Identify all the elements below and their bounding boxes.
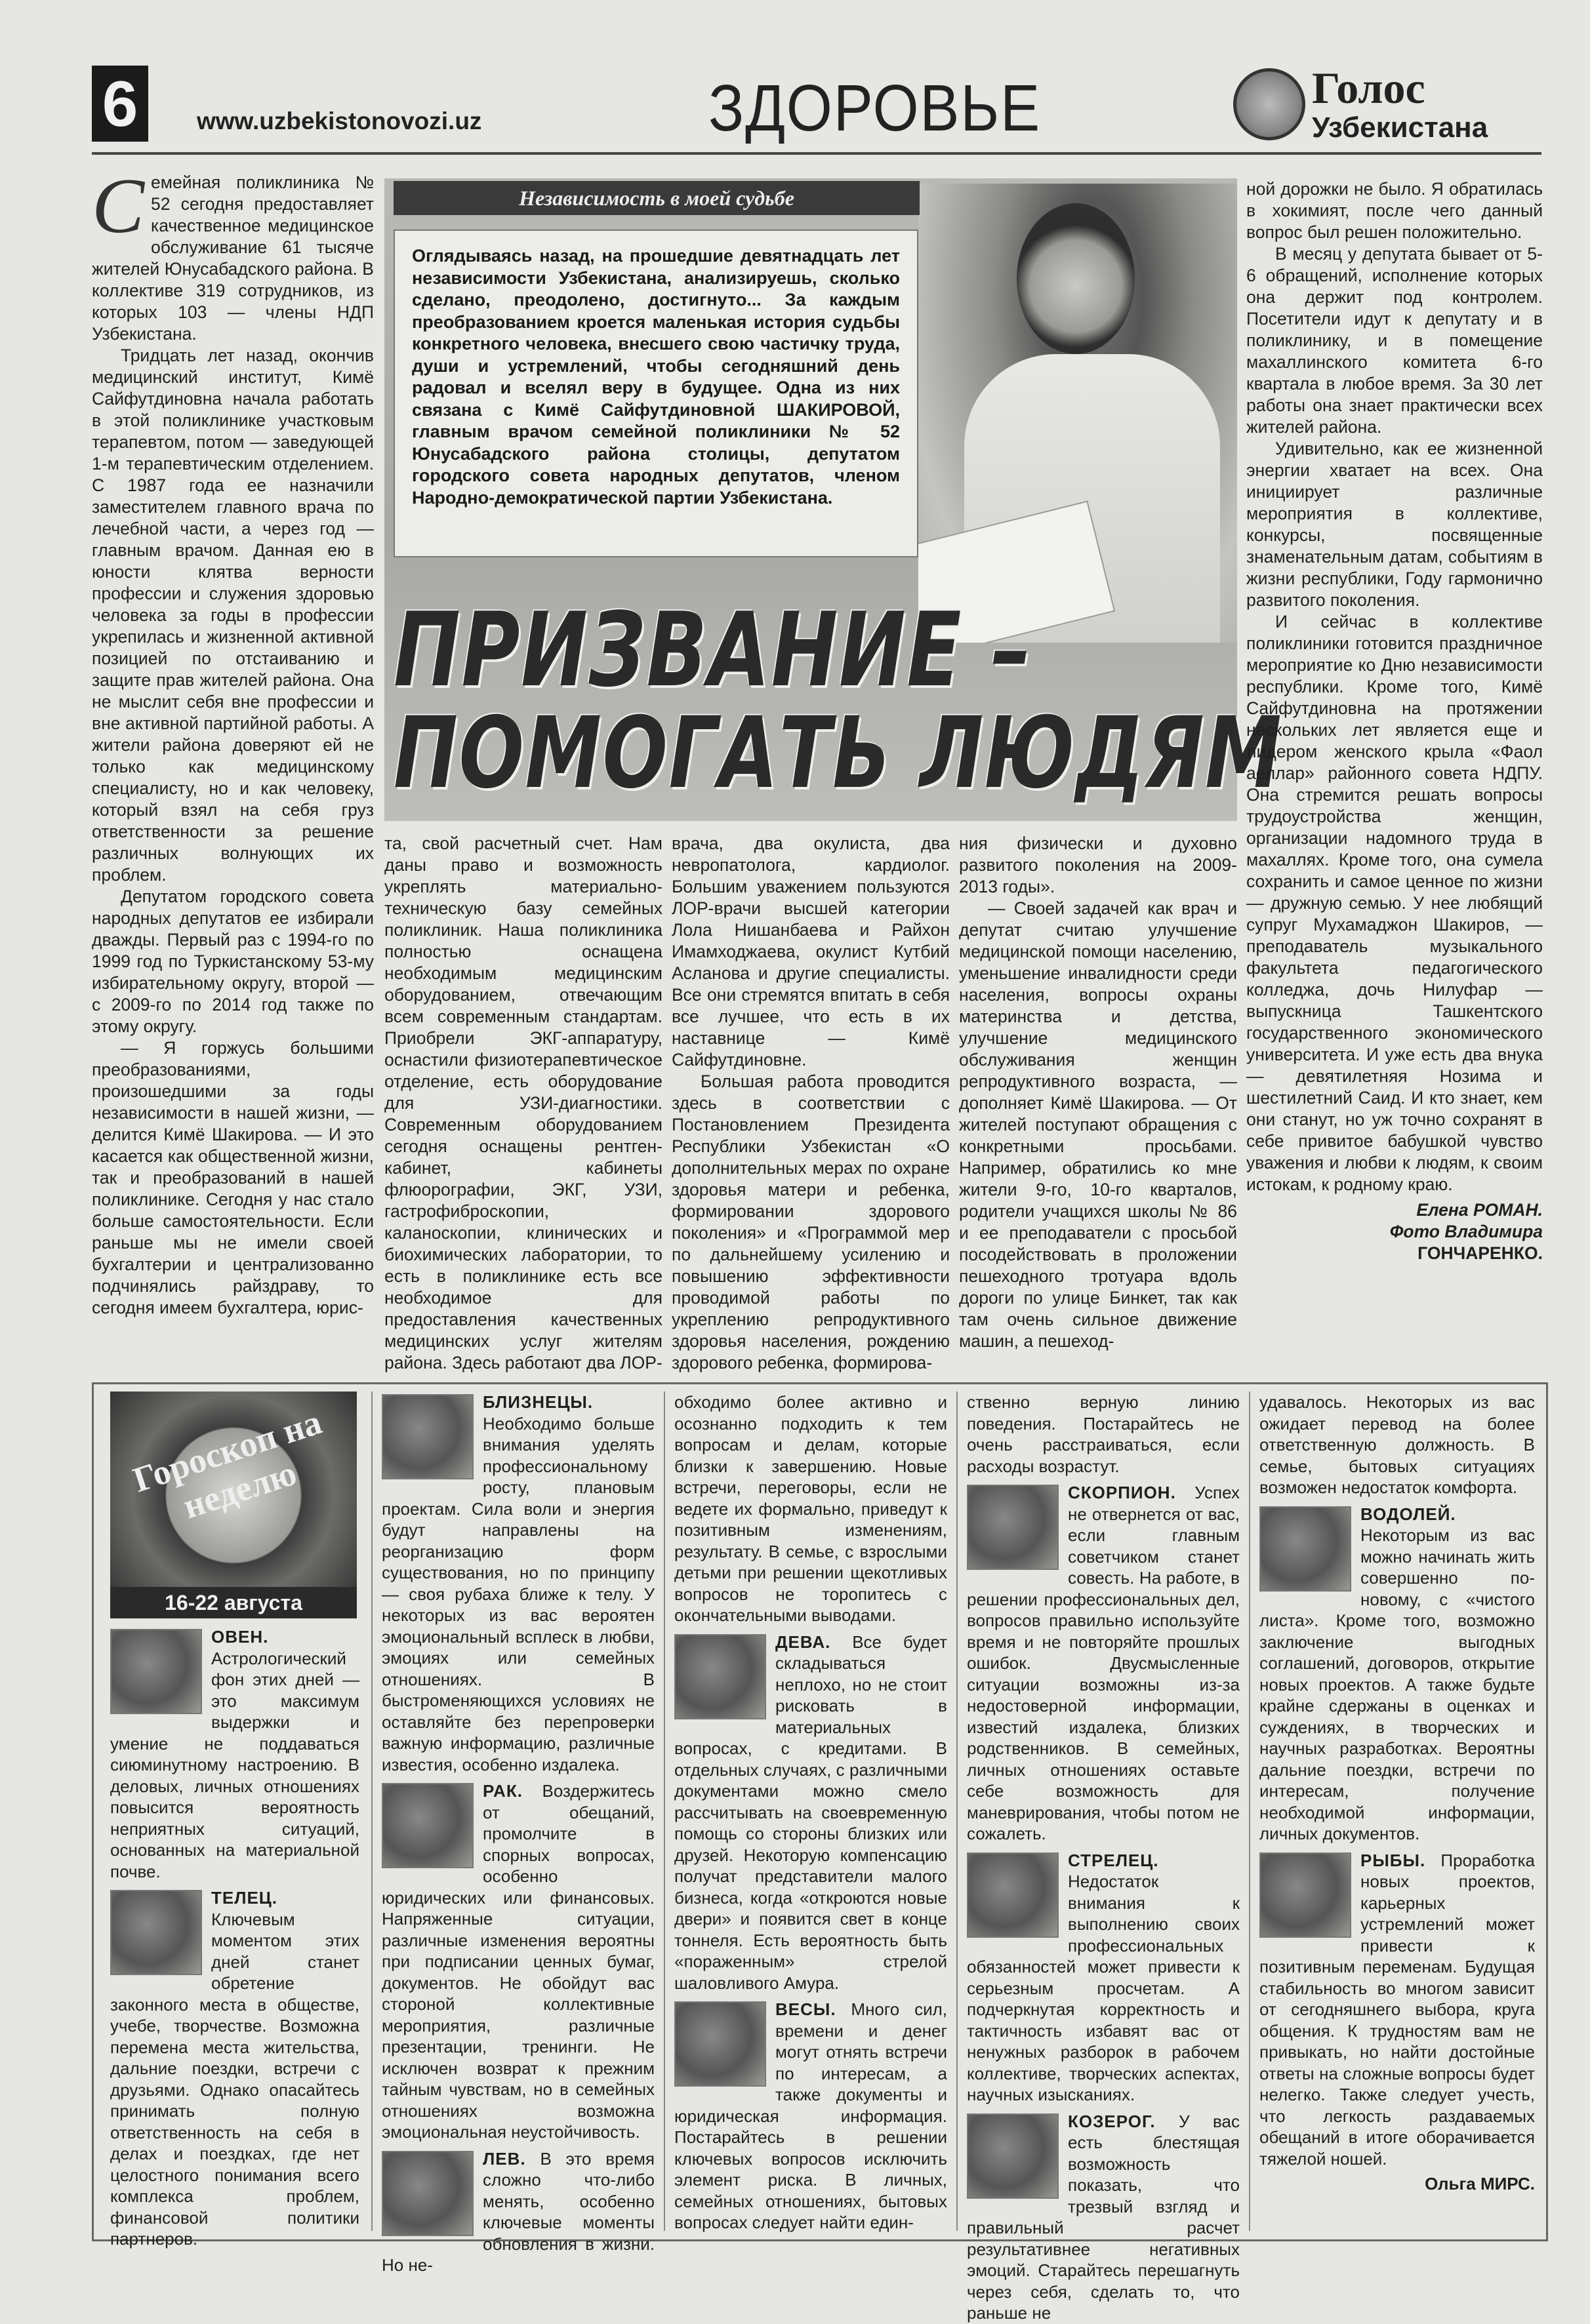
article-paragraph: ной дорожки не было. Я обратилась в хокимият, после чего данный вопрос был решен положительно. bbox=[1246, 179, 1543, 242]
sign-text: Проработка новых проектов, карьерных устремлений может привести к позитивным переменам. Будущая стабильность во многом зависит от сегодняшнего выбора, круга общения. К трудностям вам не привыкать, но найти достойные ответы на сложные вопросы будет нелегко. Также следует учесть, что легкость раздаваемых обещаний в итоге оборачивается тяжелой ношей. bbox=[1259, 1850, 1535, 2169]
sign-name: ТЕЛЕЦ. bbox=[211, 1888, 278, 1908]
sign-name: СКОРПИОН. bbox=[1068, 1483, 1176, 1502]
horoscope-author: Ольга МИРС. bbox=[1425, 2174, 1535, 2194]
article-paragraph: — Я горжусь большими преобразованиями, произошедшими за годы независимости в нашей жизни, — делится Кимё Шакирова. — И это касается как общественной жизни, так и преобразований в нашей поликлинике. Сегодня у нас стало больше самостоятельности. Если раньше мы не имели своей бухгалтерии и централизованно подчинялись райздраву, то сегодня имеем бухгалтера, юрис- bbox=[92, 1038, 374, 1317]
sign-text: Все будет складываться неплохо, но не стоит рисковать в материальных вопросах, с кредитами. В отдельных случаях, с различными документами можно смело рассчитывать на своевременную помощь со стороны близких или друзей. Некоторую компенсацию получат представители малого бизнеса, когда «откроются новые двери» и появится свет в конце тоннеля. Есть вероятность быть «пораженным» стрелой шаловливого Амура. bbox=[674, 1632, 947, 1993]
article-paragraph: ния физически и духовно развитого поколения на 2009-2013 годы». bbox=[959, 833, 1237, 896]
sign-name: ВЕСЫ. bbox=[775, 1999, 836, 2019]
byline-photo: Фото Владимира bbox=[1389, 1222, 1543, 1241]
article-column-5 bbox=[1246, 178, 1543, 1264]
article-column-4 bbox=[959, 833, 1237, 1352]
leo-icon bbox=[382, 2151, 474, 2236]
horoscope-column-4 bbox=[967, 1392, 1240, 2324]
sign-name: ОВЕН. bbox=[211, 1627, 269, 1647]
horoscope-column-5 bbox=[1259, 1392, 1535, 2195]
horoscope-entry bbox=[1259, 1504, 1535, 1845]
horoscope-column-1 bbox=[110, 1626, 359, 2250]
sign-text: ственно верную линию поведения. Постарайтесь не очень расстраиваться, если расходы возрастут. bbox=[967, 1392, 1240, 1476]
article-paragraph: та, свой расчетный счет. Нам даны право и возможность укреплять материально-техническую базу семейных поликлиник. Наша поликлиника полностью оснащена необходимым медицинским оборудованием, отвечающим всем современным стандартам. Приобрели ЭКГ-аппаратуру, оснастили физиотерапевтическое отделение, есть оборудование для УЗИ-диагностики. Современным оборудованием сегодня оснащены рентген-кабинет, кабинеты флюорографии, ЭКГ, УЗИ, гастрофиброскопии, каланоскопии, клинических и биохимических лаборатории, то есть в поликлинике есть все необходимое для предоставления качественных медицинских услуг жителям района. Здесь работают два ЛОР- bbox=[384, 833, 662, 1372]
portrait-photo bbox=[918, 184, 1237, 643]
article-paragraph: Тридцать лет назад, окончив медицинский институт, Кимё Сайфутдиновна начала работать в этой поликлинике участковым терапевтом, потом — заведующей 1-м терапевтическим отделением. С 1987 года ее назначили заместителем главного врача по лечебной части, а через год — главным врачом. Данная ею в юности клятва верности профессии и служения здоровью человека за годы в профессии укрепилась и жизненной активной позицией по отстаиванию и защите прав жителей района. Она не мыслит себя вне профессии и вне активной партийной работы. А жители района доверяют ей не только как медицинскому специалисту, но и как человеку, который взял на себя груз ответственности за решение различных волнующих их проблем. bbox=[92, 346, 374, 885]
horoscope-entry bbox=[674, 1632, 947, 1994]
sign-text: В это время сложно что-либо менять, особенно ключевые моменты обновления в жизни. Но не- bbox=[382, 2148, 655, 2275]
article-paragraph: емейная поликлиника № 52 сегодня предоставляет качественное медицинское обслуживание 61 тысяче жителей Юнусабадского района. В коллективе 319 сотрудников, из которых 103 — члены НДП Узбекистана. bbox=[92, 172, 374, 344]
newspaper-emblem-icon bbox=[1233, 68, 1305, 140]
gemini-icon bbox=[382, 1394, 474, 1479]
newspaper-logo-line1: Голос bbox=[1312, 63, 1425, 113]
virgo-icon bbox=[674, 1634, 766, 1719]
horoscope-entry bbox=[674, 1392, 947, 1626]
horoscope-entry bbox=[967, 1392, 1240, 1477]
sign-name: ВОДОЛЕЙ. bbox=[1360, 1504, 1456, 1524]
sign-name: БЛИЗНЕЦЫ. bbox=[483, 1392, 594, 1412]
sign-name: КОЗЕРОГ. bbox=[1068, 2111, 1156, 2131]
horoscope-title: Гороскоп на неделю bbox=[128, 1401, 327, 1527]
aquarius-icon bbox=[1259, 1506, 1351, 1592]
sign-text: Ключевым моментом этих дней станет обретение законного места в обществе, учебе, творчестве. Возможна перемена места жительства, дальние поездки, встречи с друзьями. Однако опасайтесь принимать полную ответственность на себя в делах и поездках, где нет целостного понимания всего комплекса проблем, финансовой политики партнеров. bbox=[110, 1909, 359, 2249]
sign-text: Необходимо больше внимания уделять профессиональному росту, плановым проектам. Сила воли и энергия будут направлены на реорганизацию форм существования, но по принципу — своя рубаха ближе к телу. У некоторых из вас вероятен эмоциональный всплеск в любви, эмоциях или семейных отношениях. В быстроменяющихся условиях не оставляйте без перепроверки важную информацию, различные известия, особенно издалека. bbox=[382, 1413, 655, 1774]
headline-line-1: ПРИЗВАНИЕ – bbox=[394, 590, 1032, 710]
column-divider bbox=[956, 1392, 958, 2231]
horoscope-column-3 bbox=[674, 1392, 947, 2234]
article-column-2 bbox=[384, 833, 662, 1374]
horoscope-entry bbox=[967, 1482, 1240, 1845]
taurus-icon bbox=[110, 1890, 202, 1975]
article-paragraph: — Своей задачей как врач и депутат считаю улучшение медицинской помощи населению, уменьшение инвалидности среди населения, вопросы охраны материнства и детства, улучшение медицинского обслуживания женщин репродуктивного возраста, — дополняет Кимё Шакирова. — От жителей поступают обращения с конкретными просьбами. Например, обратились ко мне жители 9-го, 10-го кварталов, родители учащихся школы № 86 и ее преподаватели с просьбой посодействовать в проложении пешеходного тротуара вдоль дороги по улице Бинкет, так как там очень сильное движение машин, а пешеход- bbox=[959, 898, 1237, 1351]
article-kicker: Независимость в моей судьбе bbox=[394, 181, 920, 215]
horoscope-column-2 bbox=[382, 1392, 655, 2276]
article-column-1 bbox=[92, 162, 374, 1319]
article-paragraph: В месяц у депутата бывает от 5-6 обращений, исполнение которых она держит под контролем. Посетители идут к депутату и в поликлинику, и в помещение махаллинского комитета 6-го квартала в любое время. За 30 лет работы она знает практически всех жителей района. bbox=[1246, 244, 1543, 437]
horoscope-entry bbox=[674, 1999, 947, 2234]
horoscope-entry bbox=[382, 1780, 655, 2143]
sign-text: Некоторым из вас можно начинать жить совершенно по-новому, с «чистого листа». Кроме того, возможно заключение выгодных соглашений, договоров, открытие новых проектов. А также будьте крайне сдержаны в оценках и суждениях, в творческих и научных разработках. Вероятны дальние поездки, встречи по интересам, получение необходимой информации, личных документов. bbox=[1259, 1525, 1535, 1843]
newspaper-logo-line2: Узбекистана bbox=[1312, 111, 1488, 144]
sign-text: Успех не отвернется от вас, если главным советчиком станет совесть. На работе, в решении профессиональных дел, вопросов правильно используйте время и не повторяйте прошлых ошибок. Двусмысленные ситуации возможны из-за недостоверной информации, известий издалека, близких родственников. В семейных, личных отношениях оставьте себе возможность для маневрирования, чтобы потом не сожалеть. bbox=[967, 1483, 1240, 1843]
sign-name: РЫБЫ. bbox=[1360, 1850, 1426, 1870]
sign-text: удавалось. Некоторых из вас ожидает перевод на более ответственную должность. В семье, бытовых ситуациях возможен недостаток комфорта. bbox=[1259, 1392, 1535, 1497]
pisces-icon bbox=[1259, 1853, 1351, 1938]
horoscope-entry bbox=[110, 1626, 359, 1882]
byline-author: Елена РОМАН. bbox=[1416, 1200, 1543, 1220]
article-intro: Оглядываясь назад, на прошедшие девятнадцать лет независимости Узбекистана, анализируешь, сколько сделано, преодолено, достигнуто... За каждым преобразованием кроется маленькая история судьбы конкретного человека, внесшего свою частичку труда, души и устремлений, чтобы сегодняшний день радовал и вселял веру в будущее. Одна из них связана с Кимё Сайфутдиновной ШАКИРОВОЙ, главным врачом семейной поликлиники № 52 Юнусабадского района столицы, депутатом городского совета народных депутатов, членом Народно-демократической партии Узбекистана. bbox=[394, 230, 918, 557]
scorpio-icon bbox=[967, 1485, 1059, 1570]
byline-photo-name: ГОНЧАРЕНКО. bbox=[1417, 1243, 1543, 1263]
sign-text: Много сил, времени и денег могут отнять встречи по интересам, а также документы и юридическая информация. Постарайтесь в решении ключевых вопросов исключить элемент риска. В личных, семейных отношениях, бытовых вопросах следует найти един- bbox=[674, 1999, 947, 2232]
cancer-icon bbox=[382, 1783, 474, 1868]
horoscope-entry bbox=[1259, 1392, 1535, 1498]
sign-name: СТРЕЛЕЦ. bbox=[1068, 1850, 1159, 1870]
sign-text: Воздержитесь от обещаний, промолчите в спорных вопросах, особенно юридических или финансовых. Напряженные ситуации, различные изменения вероятны при подписании ценных бумаг, документов. Не обойдут вас стороной коллективные мероприятия, различные презентации, тренинги. Не исключен возврат к прежним тайным чувствам, но в семейных отношениях возможна эмоциональная неустойчивость. bbox=[382, 1781, 655, 2142]
column-divider bbox=[664, 1392, 665, 2231]
site-url[interactable]: www.uzbekistonovozi.uz bbox=[197, 108, 482, 134]
libra-icon bbox=[674, 2001, 766, 2087]
column-divider bbox=[1249, 1392, 1250, 2231]
article-column-3 bbox=[672, 833, 950, 1374]
article-paragraph: Большая работа проводится здесь в соответствии с Постановлением Президента Республики Узбекистан «О дополнительных мерах по охране здоровья матери и ребенка, формировании здорового поколения» и «Программой мер по дальнейшему усилению и повышению эффективности проводимой работы по укреплению репродуктивного здоровья населения, рождению здорового ребенка, формирова- bbox=[672, 1072, 950, 1372]
horoscope-entry bbox=[382, 2148, 655, 2276]
sign-name: ДЕВА. bbox=[775, 1632, 831, 1652]
capricorn-icon bbox=[967, 2114, 1059, 2199]
article-paragraph: Депутатом городского совета народных депутатов ее избирали дважды. Первый раз с 1994-го по 1999 год по Туркистанскому 53-му избирательному округу, второй — с 2009-го по 2014 год также по этому округу. bbox=[92, 887, 374, 1036]
horoscope-entry bbox=[967, 2111, 1240, 2324]
article-paragraph: Удивительно, как ее жизненной энергии хватает на всех. Она инициирует различные мероприятия в коллективе, конкурсы, посвященные знаменательным датам, событиям в жизни республики, Году гармонично развитого поколения. bbox=[1246, 439, 1543, 610]
sign-text: Астрологический фон этих дней — это максимум выдержки и умение не поддаваться сиюминутному настроению. В деловых, личных отношениях повысится вероятность неприятных ситуаций, основанных на материальной почве. bbox=[110, 1648, 359, 1881]
sign-name: ЛЕВ. bbox=[483, 2148, 526, 2169]
sign-text: обходимо более активно и осознанно подходить к тем вопросам и делам, которые близки к завершению. Новые встречи, переговоры, если не ведете их формально, приведут к позитивным изменениям, результату. В семье, с взрослыми детьми при решении щекотливых вопросов не торопитесь с окончательными выводами. bbox=[674, 1392, 947, 1625]
sign-name: РАК. bbox=[483, 1781, 523, 1801]
horoscope-entry bbox=[110, 1887, 359, 2250]
page-number: 6 bbox=[92, 66, 148, 142]
horoscope-entry bbox=[967, 1850, 1240, 2106]
headline-line-2: ПОМОГАТЬ ЛЮДЯМ bbox=[394, 696, 1283, 811]
section-rubric: ЗДОРОВЬЕ bbox=[708, 71, 1041, 145]
aries-icon bbox=[110, 1629, 202, 1714]
sagittarius-icon bbox=[967, 1853, 1059, 1938]
horoscope-entry bbox=[382, 1392, 655, 1775]
sign-text: У вас есть блестящая возможность показать, что трезвый взгляд и правильный расчет результативнее негативных эмоций. Старайтесь перешагнуть через себя, сделать то, что раньше не bbox=[967, 2111, 1240, 2323]
header-rule bbox=[92, 152, 1541, 155]
column-divider bbox=[371, 1392, 373, 2231]
article-paragraph: врача, два окулиста, два невропатолога, кардиолог. Большим уважением пользуются ЛОР-врачи высшей категории Лола Нишанбаева и Райхон Имамходжаева, окулист Кутбий Асланова и другие специалисты. Все они стремятся впитать в себя все лучшее, что есть в их наставнице — Кимё Сайфутдиновне. bbox=[672, 833, 950, 1070]
sign-text: Недостаток внимания к выполнению своих профессиональных обязанностей может привести к серьезным просчетам. А подчеркнутая корректность и тактичность избавят вас от ненужных разборок в рабочем коллективе, творческих аспектах, научных изысканиях. bbox=[967, 1872, 1240, 2104]
dropcap: С bbox=[92, 162, 145, 249]
article-paragraph: И сейчас в коллективе поликлиники готовится праздничное мероприятие ко Дню независимости республики. Кроме того, Кимё Сайфутдиновна на протяжении нескольких лет является еще и лидером женского крыла «Фаол аеллар» районного совета НДПУ. Она стремится решать вопросы трудоустройства женщин, организации надомного труда в махаллях. Кроме того, она сумела сохранить и самое ценное по жизни — дружную семью. У нее любящий супруг Мухамаджон Шакиров, — преподаватель музыкального факультета педагогического колледжа, дочь Нилуфар — выпускница Ташкентского государственного экономического университета. И уже есть два внука — девятилетняя Нозима и шестилетний Саид. И кто знает, кем они станут, но уж точно сохранят в себе привитое бабушкой чувство уважения и любви к людям, к своим истокам, к родному краю. bbox=[1246, 612, 1543, 1194]
horoscope-dates: 16-22 августа bbox=[110, 1587, 357, 1618]
horoscope-entry bbox=[1259, 1850, 1535, 2170]
